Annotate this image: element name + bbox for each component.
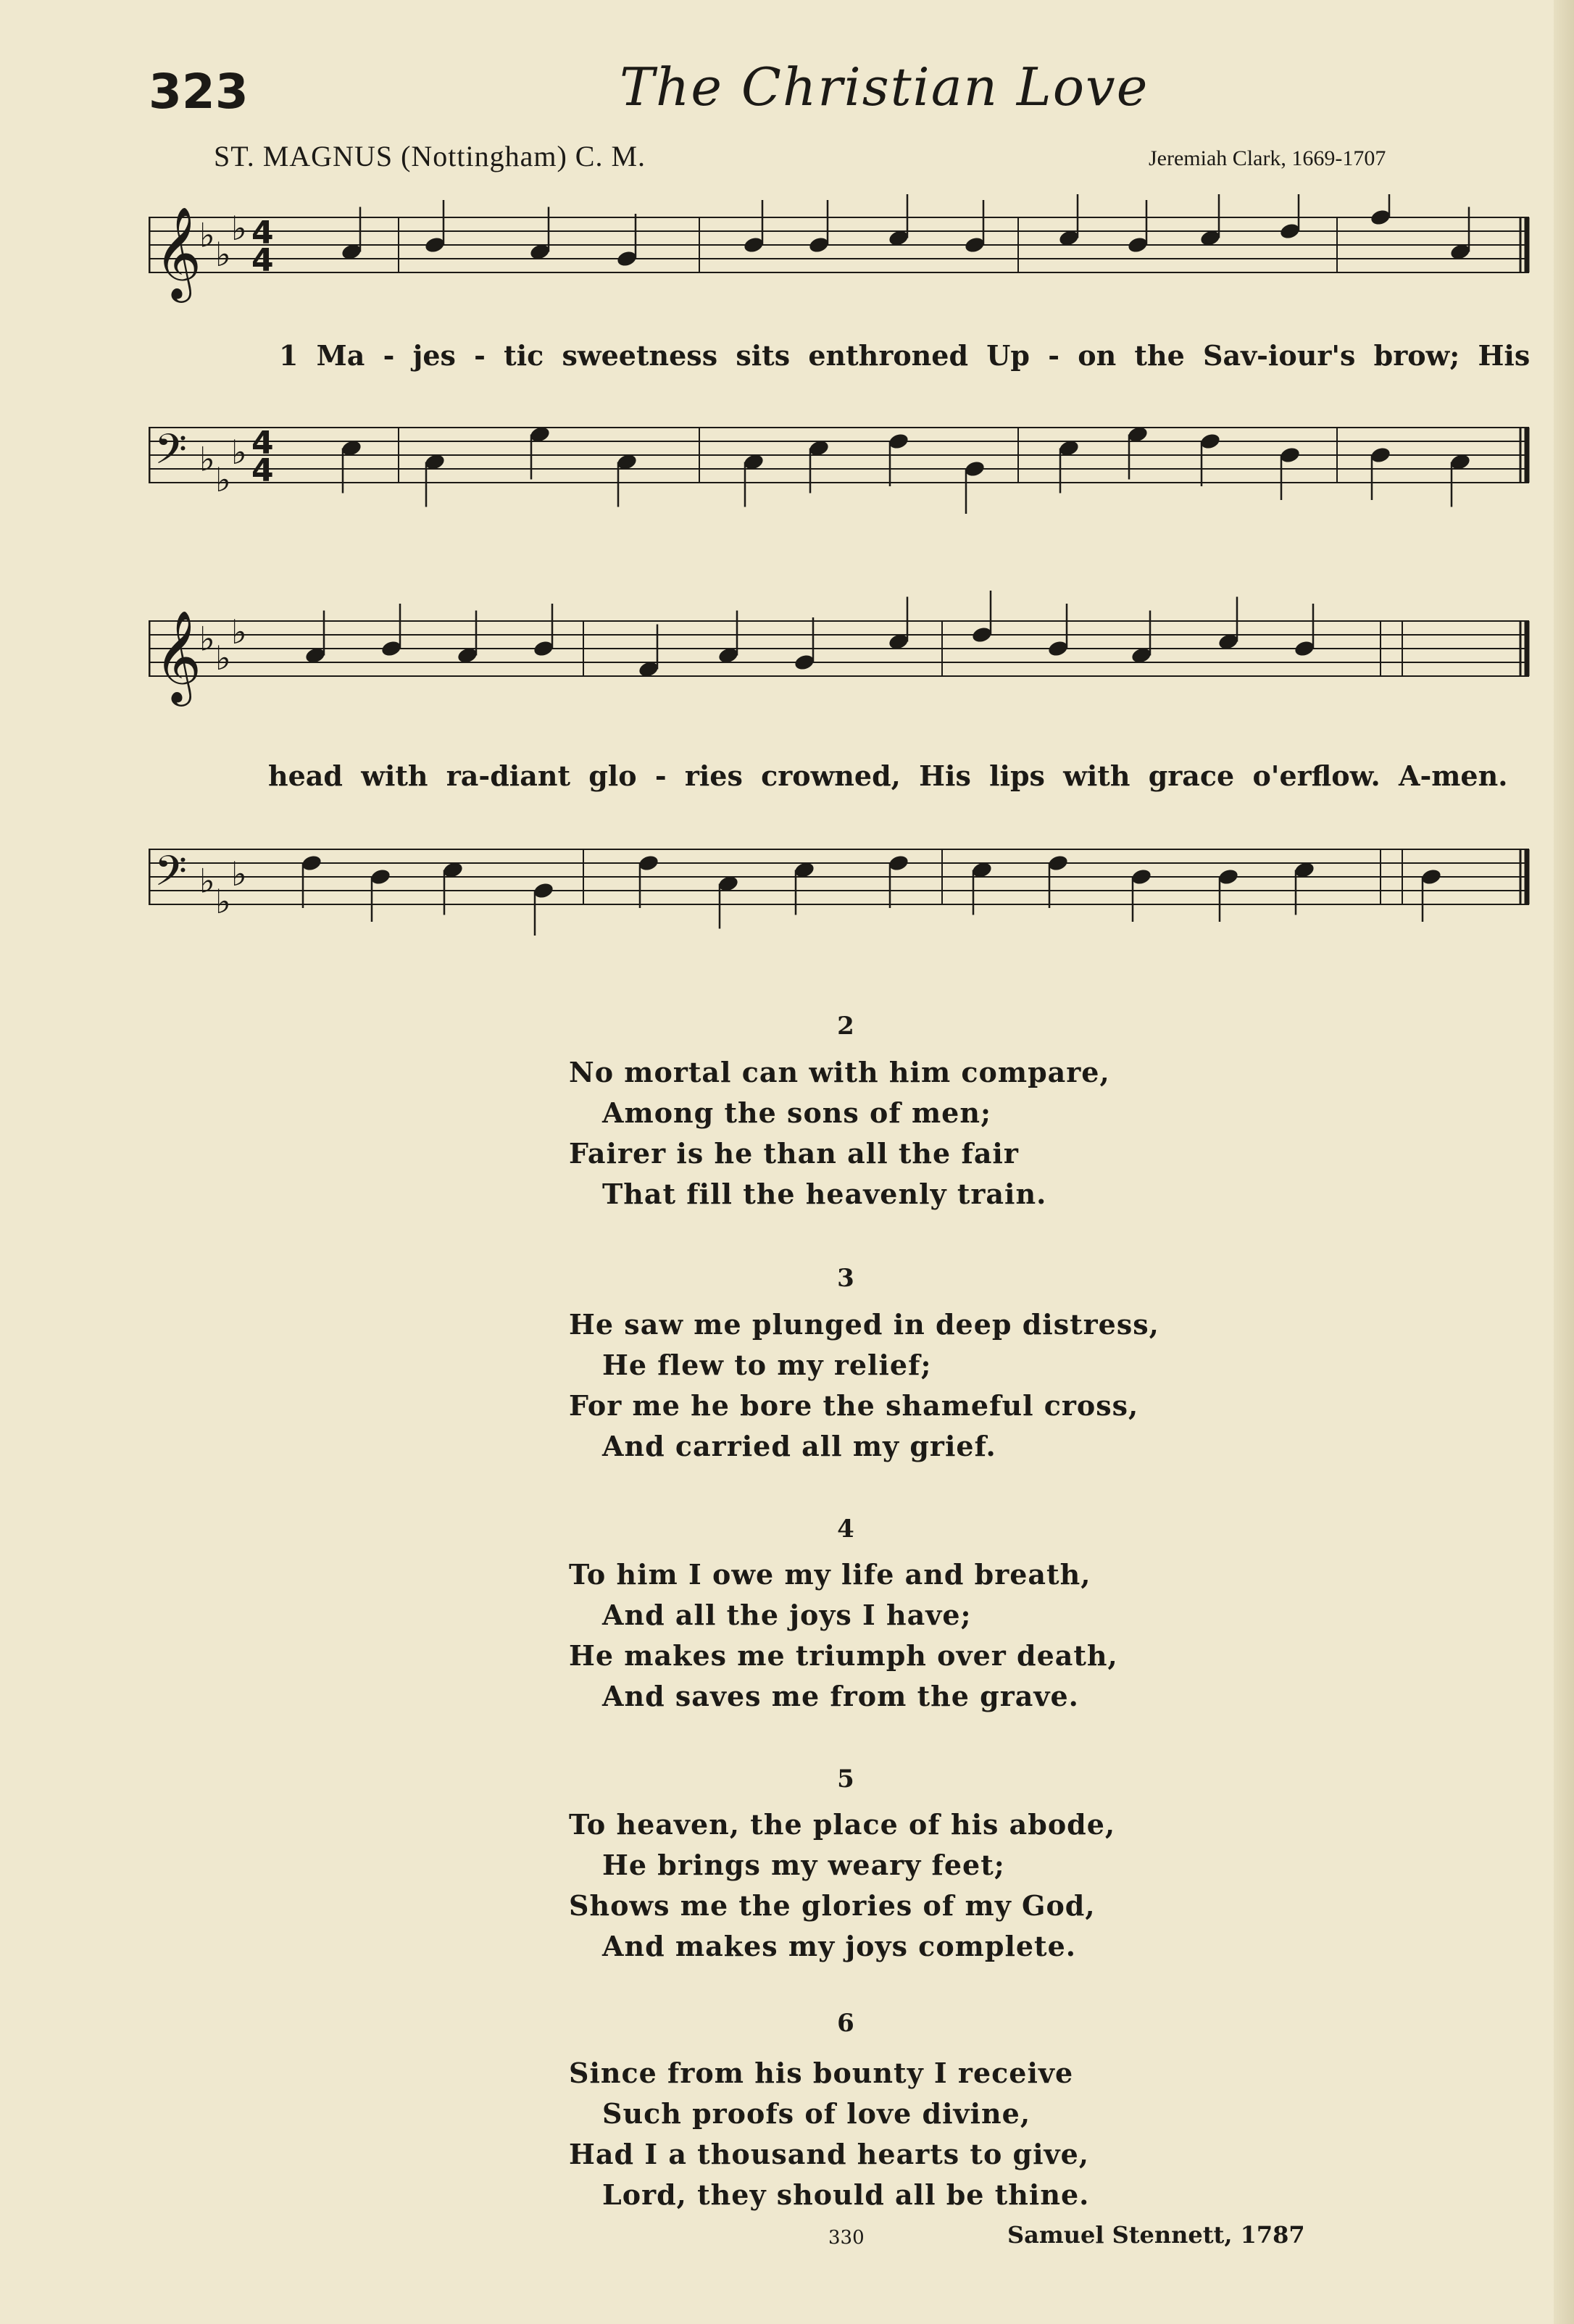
section-title: The Christian Love <box>620 57 1149 117</box>
notehead <box>964 236 986 254</box>
notehead <box>888 854 910 872</box>
verse-line: To him I owe my life and breath, <box>569 1558 1091 1591</box>
notehead <box>1047 639 1070 658</box>
notehead <box>301 854 323 872</box>
verse-line: Among the sons of men; <box>602 1096 992 1129</box>
notehead <box>743 236 765 254</box>
notehead <box>1199 432 1222 451</box>
flat-sign-icon: ♭ <box>199 619 215 659</box>
music-staff-bass-1 <box>149 384 1533 543</box>
verse-line: No mortal can with him compare, <box>569 1056 1110 1088</box>
notehead <box>616 249 638 268</box>
flat-sign-icon: ♭ <box>231 854 247 894</box>
notehead <box>888 432 910 451</box>
bass-clef-icon: 𝄢 <box>154 425 188 484</box>
notehead <box>1420 867 1443 886</box>
page-number: 330 <box>828 2227 865 2249</box>
lyric-line-1: 1 Ma - jes - tic sweetness sits enthroned Up - on the Sav-iour's brow; His <box>279 339 1531 372</box>
flat-sign-icon: ♭ <box>199 861 215 901</box>
composer-credit: Jeremiah Clark, 1669-1707 <box>1149 146 1386 170</box>
tune-name: ST. MAGNUS (Nottingham) C. M. <box>214 140 646 172</box>
verse-number: 2 <box>837 1012 854 1041</box>
notehead <box>380 639 403 658</box>
hymn-author: Samuel Stennett, 1787 <box>1007 2221 1305 2249</box>
treble-clef-icon: 𝄞 <box>154 609 202 702</box>
verse-line: He flew to my relief; <box>602 1349 932 1381</box>
flat-sign-icon: ♭ <box>199 439 215 479</box>
verse-number: 3 <box>837 1264 854 1293</box>
flat-sign-icon: ♭ <box>215 882 231 921</box>
notehead <box>533 881 555 900</box>
notehead <box>964 459 986 478</box>
treble-clef-icon: 𝄞 <box>154 206 202 299</box>
notehead <box>424 236 446 254</box>
music-staff-treble-2 <box>149 591 1533 743</box>
time-signature-top: 4 <box>251 425 274 462</box>
flat-sign-icon: ♭ <box>199 215 215 255</box>
notehead <box>794 653 816 672</box>
lyric-line-2: head with ra-diant glo - ries crowned, His lips with grace o'erflow. A-men. <box>268 759 1508 792</box>
flat-sign-icon: ♭ <box>215 638 231 678</box>
verse-line: Lord, they should all be thine. <box>602 2178 1090 2211</box>
verse-line: Such proofs of love divine, <box>602 2097 1031 2130</box>
verse-line: Fairer is he than all the fair <box>569 1137 1019 1170</box>
verse-line: To heaven, the place of his abode, <box>569 1808 1116 1841</box>
verse-line: Since from his bounty I receive <box>569 2057 1074 2089</box>
notehead <box>1047 854 1070 872</box>
notehead <box>533 639 555 658</box>
music-staff-bass-2 <box>149 797 1533 949</box>
notehead <box>1370 446 1392 465</box>
notehead <box>1294 639 1316 658</box>
notehead <box>1279 222 1302 241</box>
verse-line: He saw me plunged in deep distress, <box>569 1308 1159 1341</box>
notehead <box>638 854 660 872</box>
verse-number: 5 <box>837 1765 854 1794</box>
notehead <box>370 867 392 886</box>
verse-line: That fill the heavenly train. <box>602 1178 1047 1210</box>
flat-sign-icon: ♭ <box>215 235 231 274</box>
verse-line: And carried all my grief. <box>602 1430 996 1462</box>
bass-clef-icon: 𝄢 <box>154 846 188 906</box>
time-signature-top: 4 <box>251 215 274 251</box>
time-signature-bottom: 4 <box>251 242 274 279</box>
notehead <box>971 625 994 644</box>
flat-sign-icon: ♭ <box>231 209 247 248</box>
notehead <box>1217 867 1240 886</box>
verse-line: He brings my weary feet; <box>602 1849 1005 1881</box>
notehead <box>808 236 830 254</box>
verse-line: He makes me triumph over death, <box>569 1639 1118 1672</box>
verse-number: 6 <box>837 2009 854 2038</box>
music-staff-treble-1 <box>149 194 1533 317</box>
verse-line: And saves me from the grave. <box>602 1680 1079 1712</box>
flat-sign-icon: ♭ <box>231 433 247 472</box>
time-signature-bottom: 4 <box>251 452 274 489</box>
notehead <box>1279 446 1302 465</box>
flat-sign-icon: ♭ <box>215 460 231 499</box>
verse-number: 4 <box>837 1515 854 1544</box>
notehead <box>1127 236 1149 254</box>
notehead <box>1130 867 1153 886</box>
notehead <box>1370 208 1392 227</box>
verse-line: For me he bore the shameful cross, <box>569 1389 1139 1422</box>
page-edge <box>1554 0 1574 2324</box>
verse-line: And all the joys I have; <box>602 1599 972 1631</box>
hymn-number: 323 <box>149 64 249 120</box>
verse-line: Shows me the glories of my God, <box>569 1889 1096 1922</box>
flat-sign-icon: ♭ <box>231 612 247 651</box>
verse-line: Had I a thousand hearts to give, <box>569 2138 1090 2170</box>
verse-line: And makes my joys complete. <box>602 1930 1077 1962</box>
